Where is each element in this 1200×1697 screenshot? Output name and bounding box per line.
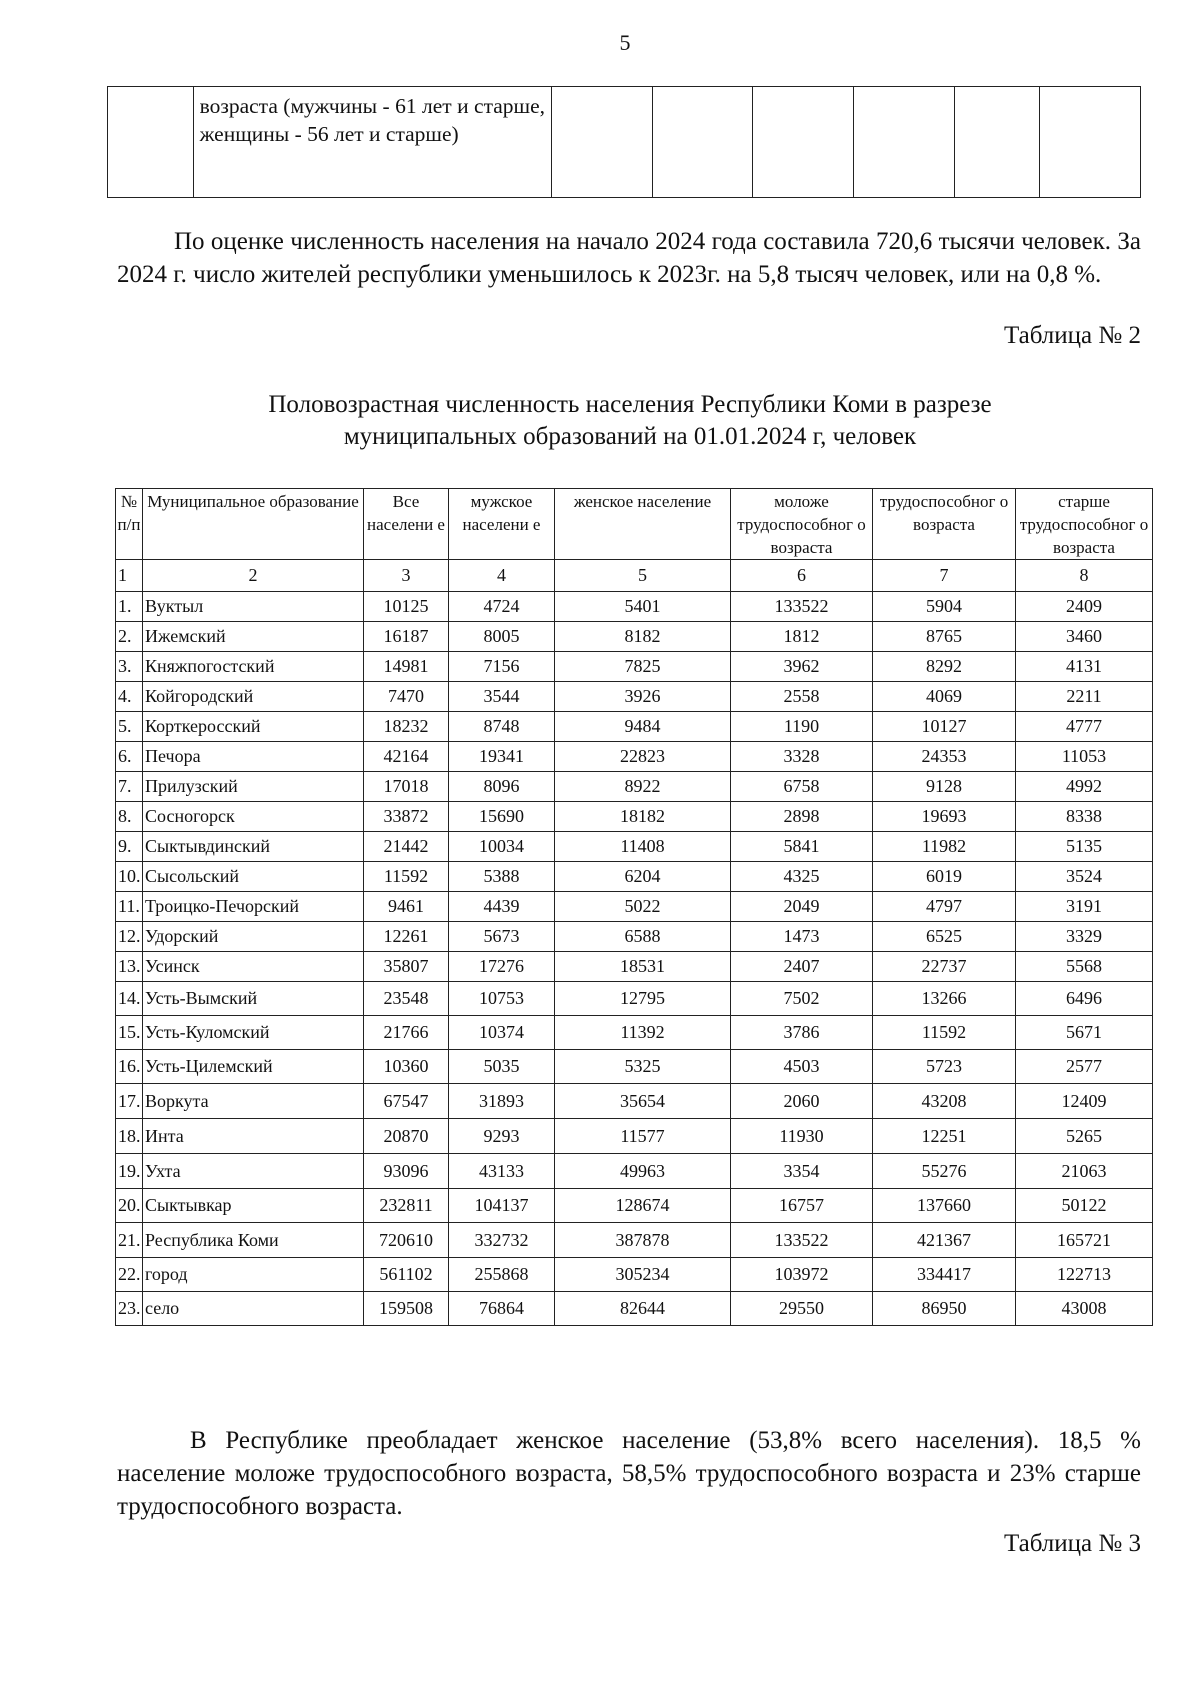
column-number: 4 bbox=[449, 560, 555, 592]
value-cell: 86950 bbox=[873, 1292, 1016, 1326]
table-row bbox=[116, 982, 1153, 1016]
row-number-cell: 17. bbox=[116, 1084, 143, 1119]
municipality-cell: Усинск bbox=[143, 952, 364, 982]
value-cell: 137660 bbox=[873, 1189, 1016, 1223]
value-cell: 7470 bbox=[364, 682, 449, 712]
value-cell: 255868 bbox=[449, 1258, 555, 1292]
value-cell: 18531 bbox=[555, 952, 731, 982]
value-cell: 19341 bbox=[449, 742, 555, 772]
page-number: 5 bbox=[619, 30, 631, 55]
value-cell: 3926 bbox=[555, 682, 731, 712]
value-cell: 11053 bbox=[1016, 742, 1153, 772]
value-cell: 11592 bbox=[873, 1016, 1016, 1050]
table-row bbox=[116, 1119, 1153, 1154]
value-cell: 10034 bbox=[449, 832, 555, 862]
table-body bbox=[116, 560, 1153, 1326]
row-number-cell: 12. bbox=[116, 922, 143, 952]
value-cell: 7156 bbox=[449, 652, 555, 682]
table-row bbox=[116, 1016, 1153, 1050]
value-cell: 8096 bbox=[449, 772, 555, 802]
table-row bbox=[116, 742, 1153, 772]
population-table bbox=[115, 488, 1153, 1326]
row-number-cell: 20. bbox=[116, 1189, 143, 1223]
municipality-cell: Ижемский bbox=[143, 622, 364, 652]
municipality-cell: Корткеросский bbox=[143, 712, 364, 742]
table-row bbox=[116, 622, 1153, 652]
value-cell: 3524 bbox=[1016, 862, 1153, 892]
table-row bbox=[116, 592, 1153, 622]
municipality-cell: Сысольский bbox=[143, 862, 364, 892]
value-cell: 21442 bbox=[364, 832, 449, 862]
value-cell: 9484 bbox=[555, 712, 731, 742]
value-cell: 3354 bbox=[731, 1154, 873, 1189]
table-2-label: Таблица № 2 bbox=[1003, 322, 1141, 349]
value-cell: 2049 bbox=[731, 892, 873, 922]
value-cell: 3460 bbox=[1016, 622, 1153, 652]
table-row bbox=[116, 832, 1153, 862]
value-cell: 1473 bbox=[731, 922, 873, 952]
municipality-cell: Инта bbox=[143, 1119, 364, 1154]
value-cell: 67547 bbox=[364, 1084, 449, 1119]
table-row bbox=[116, 1084, 1153, 1119]
municipality-cell: Усть-Цилемский bbox=[143, 1050, 364, 1084]
table-row bbox=[116, 772, 1153, 802]
table-row bbox=[116, 1292, 1153, 1326]
value-cell: 82644 bbox=[555, 1292, 731, 1326]
value-cell: 10360 bbox=[364, 1050, 449, 1084]
value-cell: 18182 bbox=[555, 802, 731, 832]
table-row bbox=[116, 652, 1153, 682]
value-cell: 2409 bbox=[1016, 592, 1153, 622]
value-cell: 9293 bbox=[449, 1119, 555, 1154]
table-row bbox=[108, 87, 1141, 198]
value-cell: 2060 bbox=[731, 1084, 873, 1119]
value-cell: 11392 bbox=[555, 1016, 731, 1050]
value-cell: 7825 bbox=[555, 652, 731, 682]
value-cell: 43133 bbox=[449, 1154, 555, 1189]
value-cell: 55276 bbox=[873, 1154, 1016, 1189]
table-3-label: Таблица № 3 bbox=[1003, 1530, 1141, 1557]
value-cell: 387878 bbox=[555, 1223, 731, 1258]
column-header: трудоспособног о возраста bbox=[873, 489, 1016, 560]
value-cell: 720610 bbox=[364, 1223, 449, 1258]
value-cell: 3328 bbox=[731, 742, 873, 772]
value-cell: 35654 bbox=[555, 1084, 731, 1119]
value-cell: 6204 bbox=[555, 862, 731, 892]
value-cell: 5035 bbox=[449, 1050, 555, 1084]
row-number-cell: 23. bbox=[116, 1292, 143, 1326]
column-header: № п/п bbox=[116, 489, 143, 560]
municipality-cell: Усть-Куломский bbox=[143, 1016, 364, 1050]
row-number-cell: 14. bbox=[116, 982, 143, 1016]
table-row bbox=[116, 1258, 1153, 1292]
municipality-cell: город bbox=[143, 1258, 364, 1292]
value-cell: 11577 bbox=[555, 1119, 731, 1154]
value-cell: 8338 bbox=[1016, 802, 1153, 832]
value-cell: 10753 bbox=[449, 982, 555, 1016]
value-cell: 22823 bbox=[555, 742, 731, 772]
table-row bbox=[116, 1189, 1153, 1223]
value-cell: 19693 bbox=[873, 802, 1016, 832]
table-row bbox=[116, 1154, 1153, 1189]
value-cell: 4131 bbox=[1016, 652, 1153, 682]
value-cell: 5022 bbox=[555, 892, 731, 922]
value-cell: 3962 bbox=[731, 652, 873, 682]
value-cell: 16757 bbox=[731, 1189, 873, 1223]
value-cell: 8182 bbox=[555, 622, 731, 652]
column-number: 8 bbox=[1016, 560, 1153, 592]
value-cell: 11982 bbox=[873, 832, 1016, 862]
value-cell: 8748 bbox=[449, 712, 555, 742]
value-cell: 21766 bbox=[364, 1016, 449, 1050]
value-cell: 76864 bbox=[449, 1292, 555, 1326]
table-row bbox=[116, 682, 1153, 712]
value-cell: 4069 bbox=[873, 682, 1016, 712]
municipality-cell: Усть-Вымский bbox=[143, 982, 364, 1016]
row-number-cell: 11. bbox=[116, 892, 143, 922]
value-cell: 10125 bbox=[364, 592, 449, 622]
value-cell: 31893 bbox=[449, 1084, 555, 1119]
value-cell: 4797 bbox=[873, 892, 1016, 922]
value-cell: 10127 bbox=[873, 712, 1016, 742]
table-row bbox=[116, 1050, 1153, 1084]
value-cell: 8765 bbox=[873, 622, 1016, 652]
age-description-cell: возраста (мужчины - 61 лет и старше, женщины - 56 лет и старше) bbox=[193, 87, 551, 198]
column-number: 3 bbox=[364, 560, 449, 592]
row-number-cell: 5. bbox=[116, 712, 143, 742]
column-header: мужское населени е bbox=[449, 489, 555, 560]
value-cell: 159508 bbox=[364, 1292, 449, 1326]
municipality-cell: Княжпогостский bbox=[143, 652, 364, 682]
table-row bbox=[116, 892, 1153, 922]
value-cell: 50122 bbox=[1016, 1189, 1153, 1223]
column-number: 7 bbox=[873, 560, 1016, 592]
value-cell: 8292 bbox=[873, 652, 1016, 682]
row-number-cell: 22. bbox=[116, 1258, 143, 1292]
value-cell: 2211 bbox=[1016, 682, 1153, 712]
value-cell: 12251 bbox=[873, 1119, 1016, 1154]
row-number-cell: 9. bbox=[116, 832, 143, 862]
row-number-cell: 13. bbox=[116, 952, 143, 982]
column-number: 2 bbox=[143, 560, 364, 592]
value-cell: 11408 bbox=[555, 832, 731, 862]
value-cell: 20870 bbox=[364, 1119, 449, 1154]
value-cell: 35807 bbox=[364, 952, 449, 982]
municipality-cell: Сыктывкар bbox=[143, 1189, 364, 1223]
municipality-cell: село bbox=[143, 1292, 364, 1326]
column-header: женское население bbox=[555, 489, 731, 560]
value-cell: 6525 bbox=[873, 922, 1016, 952]
value-cell: 122713 bbox=[1016, 1258, 1153, 1292]
table-row bbox=[116, 922, 1153, 952]
value-cell: 21063 bbox=[1016, 1154, 1153, 1189]
value-cell: 3544 bbox=[449, 682, 555, 712]
table-row bbox=[116, 952, 1153, 982]
row-number-cell: 21. bbox=[116, 1223, 143, 1258]
value-cell: 15690 bbox=[449, 802, 555, 832]
value-cell: 561102 bbox=[364, 1258, 449, 1292]
value-cell: 1812 bbox=[731, 622, 873, 652]
table-row bbox=[116, 862, 1153, 892]
row-number-cell: 6. bbox=[116, 742, 143, 772]
value-cell: 2898 bbox=[731, 802, 873, 832]
value-cell: 165721 bbox=[1016, 1223, 1153, 1258]
municipality-cell: Сыктывдинский bbox=[143, 832, 364, 862]
municipality-cell: Ухта bbox=[143, 1154, 364, 1189]
value-cell: 334417 bbox=[873, 1258, 1016, 1292]
row-number-cell: 18. bbox=[116, 1119, 143, 1154]
value-cell: 22737 bbox=[873, 952, 1016, 982]
row-number-cell: 4. bbox=[116, 682, 143, 712]
continued-table bbox=[107, 86, 1141, 198]
value-cell: 133522 bbox=[731, 592, 873, 622]
municipality-cell: Койгородский bbox=[143, 682, 364, 712]
column-header: моложе трудоспособног о возраста bbox=[731, 489, 873, 560]
row-number-cell: 15. bbox=[116, 1016, 143, 1050]
value-cell: 12261 bbox=[364, 922, 449, 952]
value-cell: 133522 bbox=[731, 1223, 873, 1258]
row-number-cell: 19. bbox=[116, 1154, 143, 1189]
value-cell: 5671 bbox=[1016, 1016, 1153, 1050]
value-cell: 3191 bbox=[1016, 892, 1153, 922]
value-cell: 305234 bbox=[555, 1258, 731, 1292]
value-cell: 5841 bbox=[731, 832, 873, 862]
value-cell: 3786 bbox=[731, 1016, 873, 1050]
table-2-caption bbox=[180, 389, 1080, 453]
value-cell: 11930 bbox=[731, 1119, 873, 1154]
value-cell: 232811 bbox=[364, 1189, 449, 1223]
municipality-cell: Республика Коми bbox=[143, 1223, 364, 1258]
value-cell: 12409 bbox=[1016, 1084, 1153, 1119]
value-cell: 4439 bbox=[449, 892, 555, 922]
value-cell: 5673 bbox=[449, 922, 555, 952]
value-cell: 5135 bbox=[1016, 832, 1153, 862]
value-cell: 2407 bbox=[731, 952, 873, 982]
demographics-summary-paragraph: В Республике преобладает женское население (53,8% всего населения). 18,5 % население моложе трудоспособного возраста, 58,5% трудоспособного возраста и 23% старше трудоспособного возраста. bbox=[117, 1427, 1141, 1520]
value-cell: 29550 bbox=[731, 1292, 873, 1326]
value-cell: 2558 bbox=[731, 682, 873, 712]
column-number-row bbox=[116, 560, 1153, 592]
value-cell: 6019 bbox=[873, 862, 1016, 892]
value-cell: 104137 bbox=[449, 1189, 555, 1223]
value-cell: 8922 bbox=[555, 772, 731, 802]
value-cell: 2577 bbox=[1016, 1050, 1153, 1084]
value-cell: 17018 bbox=[364, 772, 449, 802]
value-cell: 6588 bbox=[555, 922, 731, 952]
value-cell: 93096 bbox=[364, 1154, 449, 1189]
value-cell: 13266 bbox=[873, 982, 1016, 1016]
table-row bbox=[116, 712, 1153, 742]
value-cell: 6758 bbox=[731, 772, 873, 802]
value-cell: 43208 bbox=[873, 1084, 1016, 1119]
value-cell: 12795 bbox=[555, 982, 731, 1016]
value-cell: 5401 bbox=[555, 592, 731, 622]
value-cell: 5904 bbox=[873, 592, 1016, 622]
row-number-cell: 2. bbox=[116, 622, 143, 652]
value-cell: 421367 bbox=[873, 1223, 1016, 1258]
table-row bbox=[116, 802, 1153, 832]
column-number: 1 bbox=[116, 560, 143, 592]
value-cell: 4777 bbox=[1016, 712, 1153, 742]
value-cell: 7502 bbox=[731, 982, 873, 1016]
value-cell: 5265 bbox=[1016, 1119, 1153, 1154]
value-cell: 18232 bbox=[364, 712, 449, 742]
value-cell: 128674 bbox=[555, 1189, 731, 1223]
value-cell: 10374 bbox=[449, 1016, 555, 1050]
value-cell: 5568 bbox=[1016, 952, 1153, 982]
value-cell: 103972 bbox=[731, 1258, 873, 1292]
value-cell: 49963 bbox=[555, 1154, 731, 1189]
value-cell: 5723 bbox=[873, 1050, 1016, 1084]
row-number-cell: 7. bbox=[116, 772, 143, 802]
column-number: 5 bbox=[555, 560, 731, 592]
value-cell: 14981 bbox=[364, 652, 449, 682]
column-header: Муниципальное образование bbox=[143, 489, 364, 560]
value-cell: 24353 bbox=[873, 742, 1016, 772]
value-cell: 8005 bbox=[449, 622, 555, 652]
value-cell: 11592 bbox=[364, 862, 449, 892]
municipality-cell: Печора bbox=[143, 742, 364, 772]
value-cell: 42164 bbox=[364, 742, 449, 772]
value-cell: 16187 bbox=[364, 622, 449, 652]
caption-line-1: Половозрастная численность населения Республики Коми в разрезе bbox=[268, 391, 992, 418]
municipality-cell: Воркута bbox=[143, 1084, 364, 1119]
row-number-cell: 10. bbox=[116, 862, 143, 892]
value-cell: 4724 bbox=[449, 592, 555, 622]
value-cell: 33872 bbox=[364, 802, 449, 832]
value-cell: 4503 bbox=[731, 1050, 873, 1084]
row-number-cell: 8. bbox=[116, 802, 143, 832]
row-number-cell: 1. bbox=[116, 592, 143, 622]
value-cell: 9461 bbox=[364, 892, 449, 922]
column-number: 6 bbox=[731, 560, 873, 592]
value-cell: 9128 bbox=[873, 772, 1016, 802]
value-cell: 23548 bbox=[364, 982, 449, 1016]
table-row bbox=[116, 1223, 1153, 1258]
row-number-cell: 16. bbox=[116, 1050, 143, 1084]
municipality-cell: Удорский bbox=[143, 922, 364, 952]
value-cell: 1190 bbox=[731, 712, 873, 742]
value-cell: 3329 bbox=[1016, 922, 1153, 952]
municipality-cell: Прилузский bbox=[143, 772, 364, 802]
value-cell: 5325 bbox=[555, 1050, 731, 1084]
value-cell: 4992 bbox=[1016, 772, 1153, 802]
column-header: Все населени е bbox=[364, 489, 449, 560]
value-cell: 4325 bbox=[731, 862, 873, 892]
table-header-row bbox=[116, 489, 1153, 560]
municipality-cell: Троицко-Печорский bbox=[143, 892, 364, 922]
value-cell: 17276 bbox=[449, 952, 555, 982]
municipality-cell: Вуктыл bbox=[143, 592, 364, 622]
value-cell: 332732 bbox=[449, 1223, 555, 1258]
row-number-cell: 3. bbox=[116, 652, 143, 682]
municipality-cell: Сосногорск bbox=[143, 802, 364, 832]
caption-line-2: муниципальных образований на 01.01.2024 г, человек bbox=[343, 423, 917, 450]
value-cell: 5388 bbox=[449, 862, 555, 892]
column-header: старше трудоспособног о возраста bbox=[1016, 489, 1153, 560]
population-estimate-paragraph: По оценке численность населения на начало 2024 года составила 720,6 тысячи человек. За 2024 г. число жителей республики уменьшилось к 2023г. на 5,8 тысяч человек, или на 0,8 %. bbox=[117, 228, 1141, 288]
value-cell: 6496 bbox=[1016, 982, 1153, 1016]
value-cell: 43008 bbox=[1016, 1292, 1153, 1326]
